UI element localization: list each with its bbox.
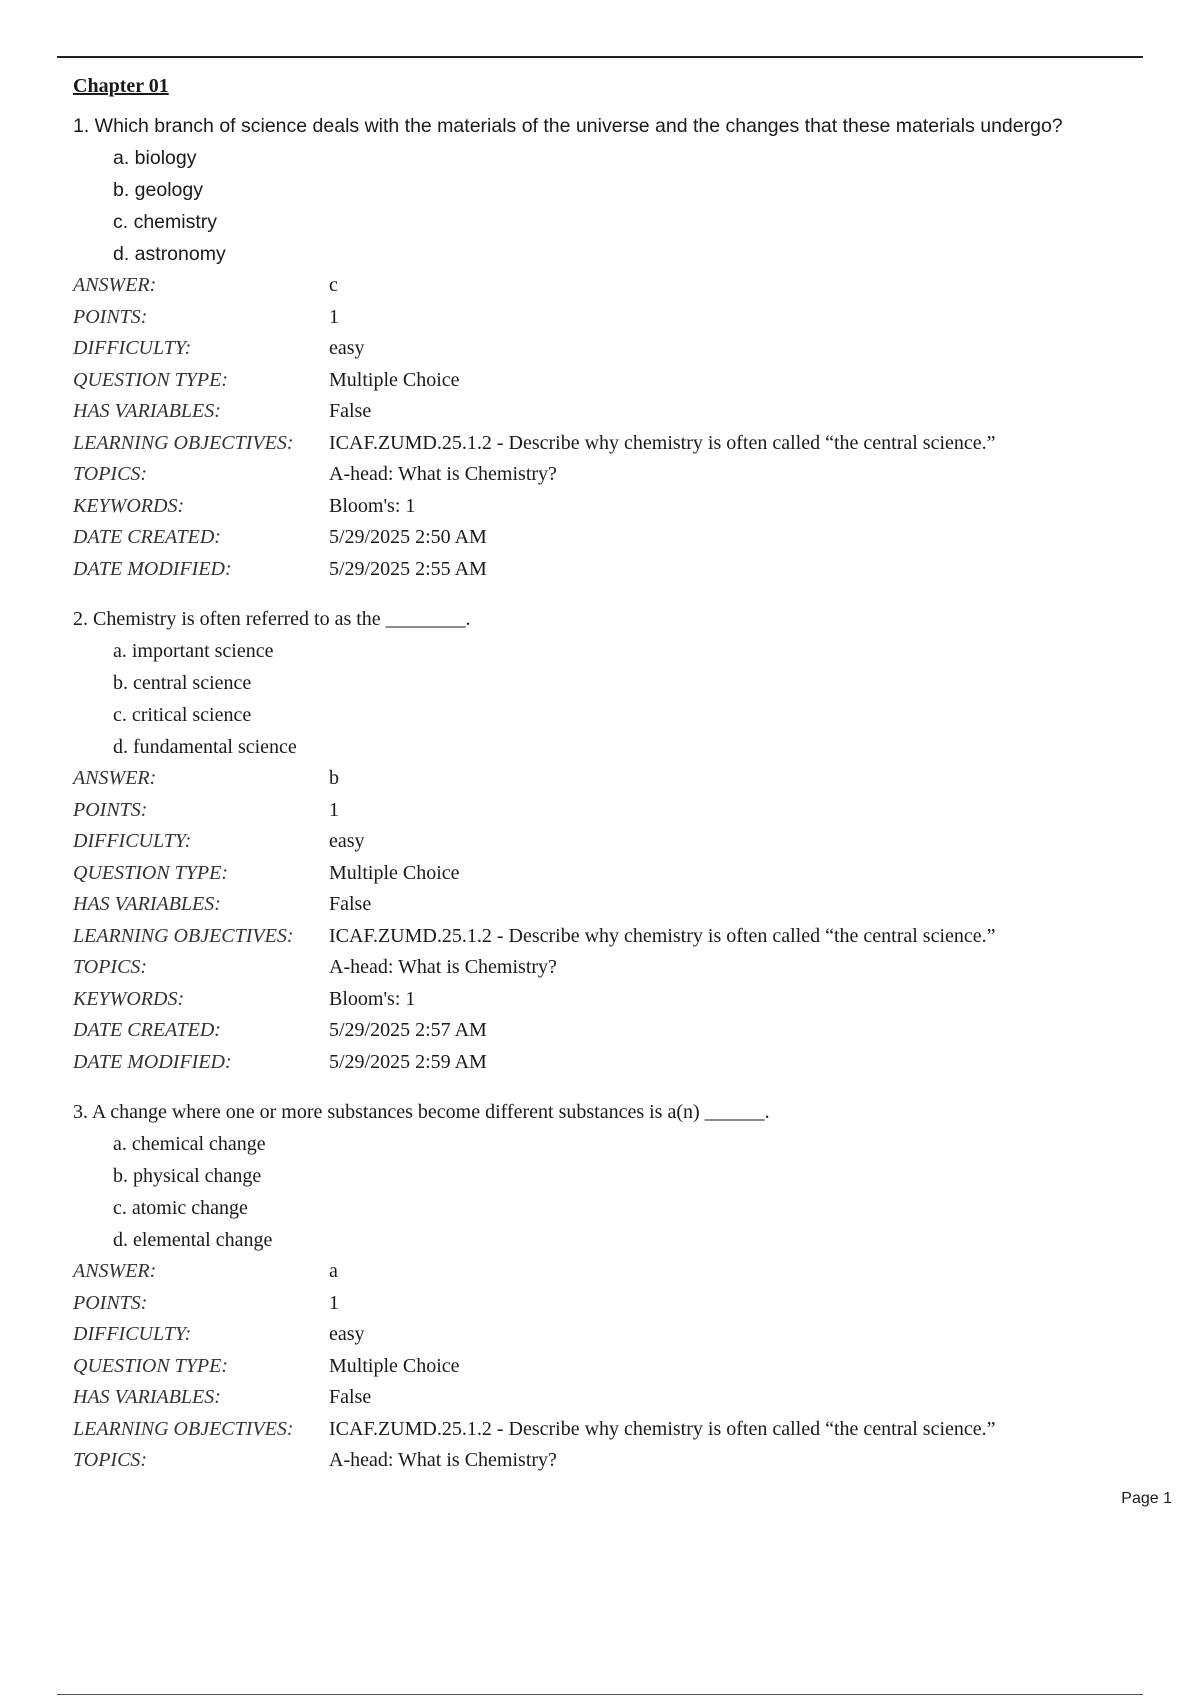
question-2 bbox=[73, 605, 1153, 1078]
topics-value: A-head: What is Chemistry? bbox=[329, 1449, 557, 1471]
topics-value: A-head: What is Chemistry? bbox=[329, 463, 557, 485]
has-variables-row bbox=[73, 889, 1153, 921]
points-value: 1 bbox=[329, 798, 339, 821]
choice-b: b. geology bbox=[113, 179, 203, 201]
learning-objectives-row bbox=[73, 921, 1153, 953]
answer-label: ANSWER: bbox=[73, 1260, 157, 1282]
learning-objectives-value: ICAF.ZUMD.25.1.2 - Describe why chemistry is often called “the central science.” bbox=[329, 1417, 996, 1440]
has-variables-value: False bbox=[329, 893, 372, 915]
points-label: POINTS: bbox=[73, 305, 148, 328]
question-1 bbox=[73, 112, 1153, 585]
points-row bbox=[73, 302, 1153, 334]
question-type-row bbox=[73, 1351, 1153, 1383]
difficulty-value: easy bbox=[329, 830, 365, 852]
choice-c: c. atomic change bbox=[113, 1197, 248, 1219]
date-created-row bbox=[73, 1015, 1153, 1047]
keywords-row bbox=[73, 984, 1153, 1016]
question-type-label: QUESTION TYPE: bbox=[73, 1354, 229, 1377]
date-modified-label: DATE MODIFIED: bbox=[73, 557, 232, 580]
date-modified-label: DATE MODIFIED: bbox=[73, 1050, 232, 1073]
difficulty-label: DIFFICULTY: bbox=[73, 830, 192, 852]
has-variables-row bbox=[73, 396, 1153, 428]
learning-objectives-value: ICAF.ZUMD.25.1.2 - Describe why chemistry is often called “the central science.” bbox=[329, 924, 996, 947]
keywords-value: Bloom's: 1 bbox=[329, 987, 416, 1010]
answer-row bbox=[73, 270, 1153, 302]
learning-objectives-value: ICAF.ZUMD.25.1.2 - Describe why chemistry is often called “the central science.” bbox=[329, 431, 996, 454]
topics-row bbox=[73, 952, 1153, 984]
answer-row bbox=[73, 763, 1153, 795]
difficulty-value: easy bbox=[329, 337, 365, 359]
choice-b: b. central science bbox=[113, 672, 252, 694]
top-rule bbox=[57, 56, 1143, 58]
answer-label: ANSWER: bbox=[73, 767, 157, 789]
difficulty-row bbox=[73, 1319, 1153, 1351]
keywords-label: KEYWORDS: bbox=[73, 494, 185, 517]
question-type-value: Multiple Choice bbox=[329, 368, 460, 391]
difficulty-row bbox=[73, 826, 1153, 858]
answer-value: c bbox=[329, 274, 338, 296]
points-label: POINTS: bbox=[73, 1291, 148, 1314]
page-number: Page 1 bbox=[1121, 1490, 1172, 1507]
choice-c: c. chemistry bbox=[113, 211, 218, 233]
topics-row bbox=[73, 459, 1153, 491]
answer-value: a bbox=[329, 1260, 338, 1282]
difficulty-label: DIFFICULTY: bbox=[73, 1323, 192, 1345]
has-variables-row bbox=[73, 1382, 1153, 1414]
date-modified-row bbox=[73, 1047, 1153, 1079]
keywords-value: Bloom's: 1 bbox=[329, 494, 416, 517]
keywords-label: KEYWORDS: bbox=[73, 987, 185, 1010]
has-variables-label: HAS VARIABLES: bbox=[73, 400, 221, 422]
answer-value: b bbox=[329, 767, 339, 789]
answer-label: ANSWER: bbox=[73, 274, 157, 296]
choice-b: b. physical change bbox=[113, 1165, 262, 1187]
choice-c: c. critical science bbox=[113, 704, 252, 726]
points-row bbox=[73, 795, 1153, 827]
chapter-title: Chapter 01 bbox=[73, 75, 169, 97]
answer-row bbox=[73, 1256, 1153, 1288]
date-created-value: 5/29/2025 2:57 AM bbox=[329, 1019, 487, 1041]
question-type-label: QUESTION TYPE: bbox=[73, 861, 229, 884]
difficulty-row bbox=[73, 333, 1153, 365]
question-type-label: QUESTION TYPE: bbox=[73, 368, 229, 391]
date-created-value: 5/29/2025 2:50 AM bbox=[329, 526, 487, 548]
topics-value: A-head: What is Chemistry? bbox=[329, 956, 557, 978]
has-variables-label: HAS VARIABLES: bbox=[73, 893, 221, 915]
choice-a: a. chemical change bbox=[113, 1133, 266, 1155]
choice-a: a. important science bbox=[113, 640, 274, 662]
has-variables-value: False bbox=[329, 1386, 372, 1408]
question-type-value: Multiple Choice bbox=[329, 1354, 460, 1377]
date-modified-value: 5/29/2025 2:59 AM bbox=[329, 1050, 487, 1073]
question-stem: 1. Which branch of science deals with the materials of the universe and the changes that these materials undergo? bbox=[73, 115, 1063, 137]
date-created-row bbox=[73, 522, 1153, 554]
topics-label: TOPICS: bbox=[73, 956, 148, 978]
question-stem: 3. A change where one or more substances become different substances is a(n) ______. bbox=[73, 1101, 770, 1123]
keywords-row bbox=[73, 491, 1153, 523]
learning-objectives-row bbox=[73, 428, 1153, 460]
points-label: POINTS: bbox=[73, 798, 148, 821]
question-3 bbox=[73, 1098, 1153, 1477]
difficulty-label: DIFFICULTY: bbox=[73, 337, 192, 359]
date-modified-value: 5/29/2025 2:55 AM bbox=[329, 557, 487, 580]
choice-d: d. fundamental science bbox=[113, 736, 297, 758]
topics-label: TOPICS: bbox=[73, 463, 148, 485]
date-created-label: DATE CREATED: bbox=[73, 526, 221, 548]
choice-d: d. astronomy bbox=[113, 243, 226, 265]
question-type-row bbox=[73, 365, 1153, 397]
learning-objectives-row bbox=[73, 1414, 1153, 1446]
points-value: 1 bbox=[329, 1291, 339, 1314]
choice-d: d. elemental change bbox=[113, 1229, 273, 1251]
learning-objectives-label: LEARNING OBJECTIVES: bbox=[73, 431, 294, 454]
bottom-rule bbox=[57, 1694, 1143, 1695]
learning-objectives-label: LEARNING OBJECTIVES: bbox=[73, 924, 294, 947]
has-variables-value: False bbox=[329, 400, 372, 422]
date-modified-row bbox=[73, 554, 1153, 586]
points-value: 1 bbox=[329, 305, 339, 328]
date-created-label: DATE CREATED: bbox=[73, 1019, 221, 1041]
difficulty-value: easy bbox=[329, 1323, 365, 1345]
topics-label: TOPICS: bbox=[73, 1449, 148, 1471]
has-variables-label: HAS VARIABLES: bbox=[73, 1386, 221, 1408]
points-row bbox=[73, 1288, 1153, 1320]
question-stem: 2. Chemistry is often referred to as the ________. bbox=[73, 608, 471, 630]
choice-a: a. biology bbox=[113, 147, 197, 169]
topics-row bbox=[73, 1445, 1153, 1477]
learning-objectives-label: LEARNING OBJECTIVES: bbox=[73, 1417, 294, 1440]
question-type-row bbox=[73, 858, 1153, 890]
question-type-value: Multiple Choice bbox=[329, 861, 460, 884]
document-page bbox=[73, 72, 1153, 1497]
